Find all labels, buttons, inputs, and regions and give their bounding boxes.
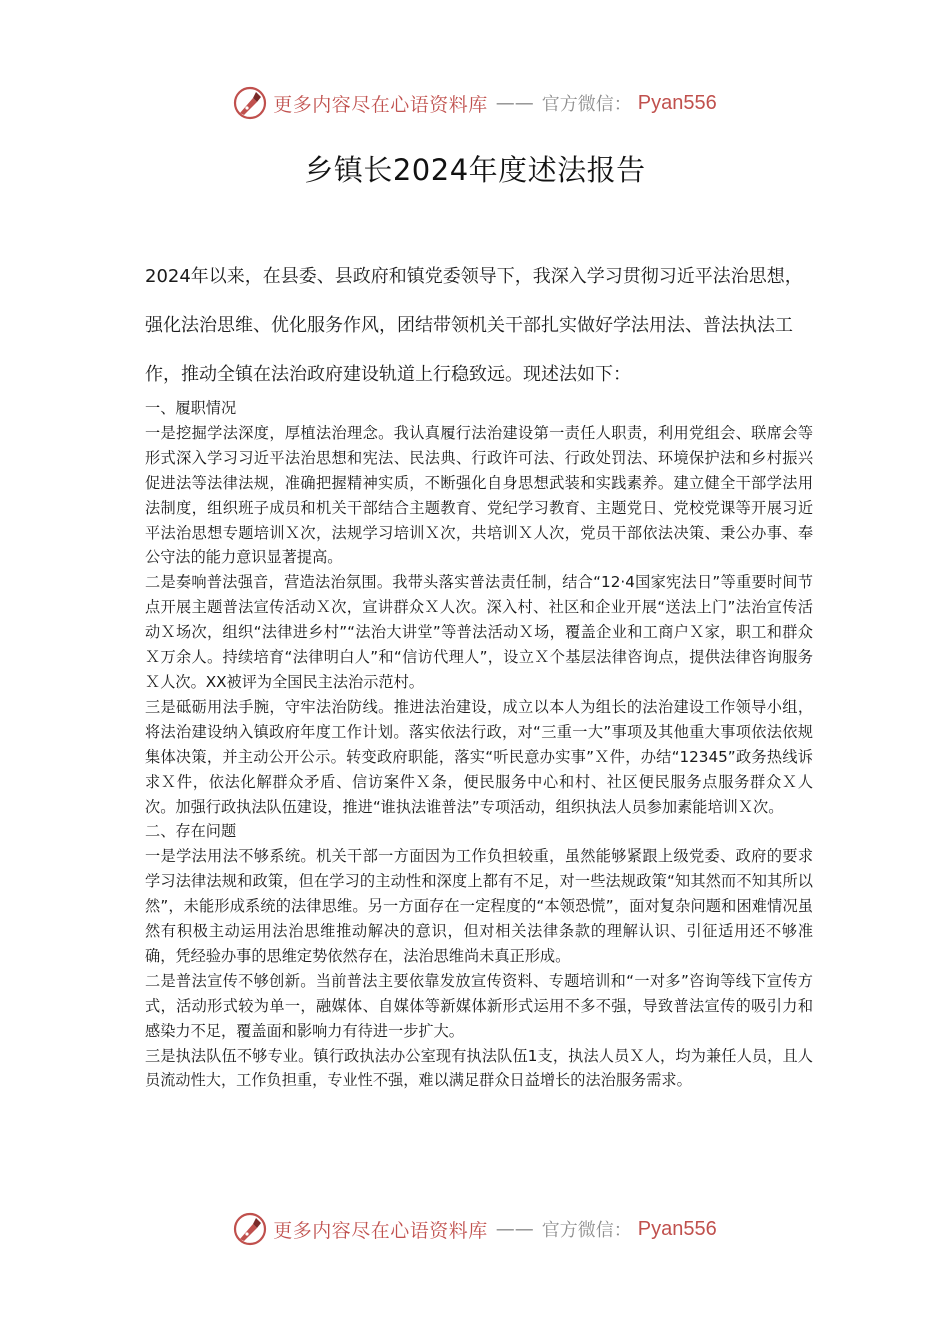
paragraph-publicize-law: 二是奏响普法强音，营造法治氛围。我带头落实普法责任制，结合“12·4国家宪法日”等重要时间节点开展主题普法宣传活动Ｘ次，宣讲群众Ｘ人次。深入村、社区和企业开展“送法上门”法治宣传活动Ｘ场次，组织“法律进乡村”“法治大讲堂”等普法活动Ｘ场，覆盖企业和工商户Ｘ家，职工和群众Ｘ万余人。持续培育“法律明白人”和“信访代理人”，设立Ｘ个基层法律咨询点，提供法律咨询服务Ｘ人次。XX被评为全国民主法治示范村。 <box>145 573 813 691</box>
document-body <box>145 396 813 1093</box>
paragraph-study-law: 一是挖掘学法深度，厚植法治理念。我认真履行法治建设第一责任人职责，利用党组会、联席会等形式深入学习习近平法治思想和宪法、民法典、行政许可法、行政处罚法、环境保护法和乡村振兴促进法等法律法规，准确把握精神实质，不断强化自身思想武装和实践素养。建立健全干部学法用法制度，组织班子成员和机关干部结合主题教育、党纪学习教育、主题党日、党校党课等开展习近平法治思想专题培训Ｘ次，法规学习培训Ｘ次，共培训Ｘ人次，党员干部依法决策、秉公办事、奉公守法的能力意识显著提高。 <box>145 423 813 567</box>
intro-paragraph: 2024年以来，在县委、县政府和镇党委领导下，我深入学习贯彻习近平法治思想，强化法治思维、优化服务作风，团结带领机关干部扎实做好学法用法、普法执法工作，推动全镇在法治政府建设轨道上行稳致远。现述法如下： <box>145 266 803 385</box>
paragraph-problem-innovation: 二是普法宣传不够创新。当前普法主要依靠发放宣传资料、专题培训和“一对多”咨询等线下宣传方式，活动形式较为单一，融媒体、自媒体等新媒体新形式运用不多不强，导致普法宣传的吸引力和感染力不足，覆盖面和影响力有待进一步扩大。 <box>145 971 813 1040</box>
header-watermark <box>0 83 950 123</box>
section-heading-problems: 二、存在问题 <box>145 822 237 841</box>
watermark-site-text: 更多内容尽在心语资料库 <box>273 1219 488 1242</box>
watermark-dash: —— <box>495 92 534 114</box>
pen-nib-logo-icon <box>233 86 267 120</box>
watermark-wechat-id: Pyan556 <box>637 91 717 114</box>
paragraph-apply-law: 三是砥砺用法手腕，守牢法治防线。推进法治建设，成立以本人为组长的法治建设工作领导小组，将法治建设纳入镇政府年度工作计划。落实依法行政，对“三重一大”事项及其他重大事项依法依规集体决策，并主动公开公示。转变政府职能，落实“听民意办实事”Ｘ件，办结“12345”政务热线诉求Ｘ件，依法化解群众矛盾、信访案件Ｘ条，便民服务中心和村、社区便民服务点服务群众Ｘ人次。加强行政执法队伍建设，推进“谁执法谁普法”专项活动，组织执法人员参加素能培训Ｘ次。 <box>145 697 813 816</box>
watermark-dash: —— <box>495 1218 534 1240</box>
watermark-official-label: 官方微信： <box>541 1220 632 1241</box>
paragraph-problem-professional: 三是执法队伍不够专业。镇行政执法办公室现有执法队伍1支，执法人员Ｘ人，均为兼任人员，且人员流动性大，工作负担重，专业性不强，难以满足群众日益增长的法治服务需求。 <box>145 1046 813 1090</box>
paragraph-problem-system: 一是学法用法不够系统。机关干部一方面因为工作负担较重，虽然能够紧跟上级党委、政府的要求学习法律法规和政策，但在学习的主动性和深度上都有不足，对一些法规政策“知其然而不知其所以然”，未能形成系统的法律思维。另一方面存在一定程度的“本领恐慌”，面对复杂问题和困难情况虽然有积极主动运用法治思维推动解决的意识，但对相关法律条款的理解认识、引征适用还不够准确，凭经验办事的思维定势依然存在，法治思维尚未真正形成。 <box>145 847 813 965</box>
footer-watermark <box>0 1209 950 1249</box>
watermark-site-text: 更多内容尽在心语资料库 <box>273 93 488 116</box>
pen-nib-logo-icon <box>233 1212 267 1246</box>
watermark-official-label: 官方微信： <box>541 94 632 115</box>
watermark-wechat-id: Pyan556 <box>637 1217 717 1240</box>
document-title: 乡镇长2024年度述法报告 <box>304 153 646 187</box>
section-heading-performance: 一、履职情况 <box>145 399 237 417</box>
